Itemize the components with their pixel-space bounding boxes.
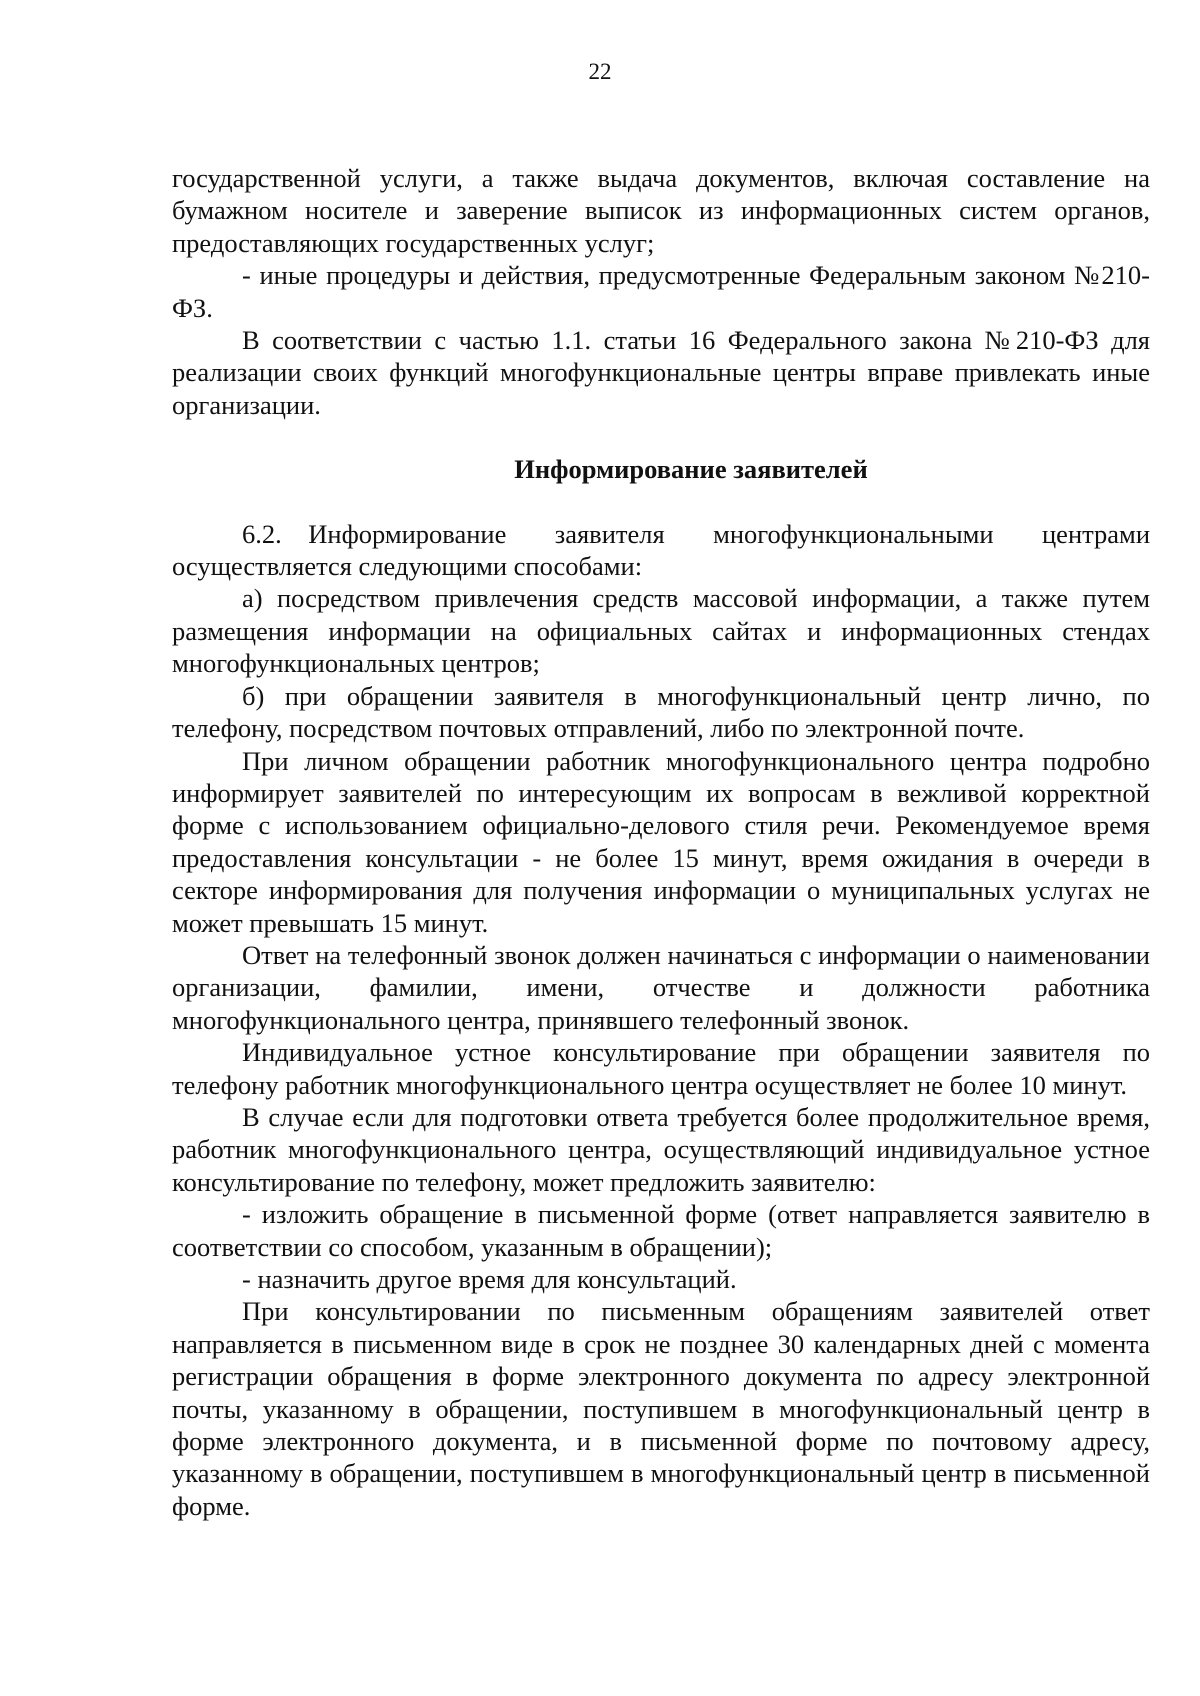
section-heading: Информирование заявителей — [514, 454, 868, 485]
paragraph-personal-visit: При личном обращении работник многофункционального центра подробно информирует заявителей по интересующим их вопросам в вежливой корректной форме с использованием официально-делового стиля речи. Рекомендуемое время предоставления консультации - не более 15 минут, время ожидания в очереди в секторе информирования для получения информации о муниципальных услугах не может превышать 15 минут. — [172, 745, 1150, 938]
paragraph-option-time: - назначить другое время для консультаций. — [242, 1264, 737, 1294]
paragraph-item-a: а) посредством привлечения средств массовой информации, а также путем размещения информации на официальных сайтах и информационных стендах многофункциональных центров; — [172, 583, 1150, 679]
page-number: 22 — [588, 59, 612, 84]
paragraph-item-b: б) при обращении заявителя в многофункциональный центр лично, по телефону, посредством почтовых отправлений, либо по электронной почте. — [172, 680, 1150, 744]
paragraph-longer-time: В случае если для подготовки ответа требуется более продолжительное время, работник многофункционального центра, осуществляющий индивидуальное устное консультирование по телефону, может предложить заявителю: — [172, 1101, 1150, 1197]
paragraph-option-written: - изложить обращение в письменной форме (ответ направляется заявителю в соответствии со способом, указанным в обращении); — [172, 1199, 1150, 1262]
paragraph-phone-answer: Ответ на телефонный звонок должен начинаться с информации о наименовании организации, фамилии, имени, отчестве и должности работника многофункционального центра, принявшего телефонный звонок. — [172, 939, 1150, 1035]
paragraph-article-16: В соответствии с частью 1.1. статьи 16 Федерального закона №210-ФЗ для реализации своих функций многофункциональные центры вправе привлекать иные организации. — [172, 325, 1150, 420]
paragraph-continuation: государственной услуги, а также выдача документов, включая составление на бумажном носителе и заверение выписок из информационных систем органов, предоставляющих государственных услуг; — [172, 163, 1150, 258]
paragraph-phone-consult: Индивидуальное устное консультирование при обращении заявителя по телефону работник многофункционального центра осуществляет не более 10 минут. — [172, 1037, 1150, 1100]
paragraph-6-2: 6.2. Информирование заявителя многофункциональными центрами осуществляется следующими способами: — [172, 518, 1150, 582]
paragraph-written-appeals: При консультировании по письменным обращениям заявителей ответ направляется в письменном виде в срок не позднее 30 календарных дней с момента регистрации обращения в форме электронного документа по адресу электронной почты, указанному в обращении, поступившем в многофункциональный центр в форме электронного документа, и в письменной форме по почтовому адресу, указанному в обращении, поступившем в многофункциональный центр в письменной форме. — [172, 1296, 1150, 1521]
document-body — [172, 162, 1150, 1522]
paragraph-other-procedures: - иные процедуры и действия, предусмотренные Федеральным законом №210-ФЗ. — [172, 260, 1150, 323]
